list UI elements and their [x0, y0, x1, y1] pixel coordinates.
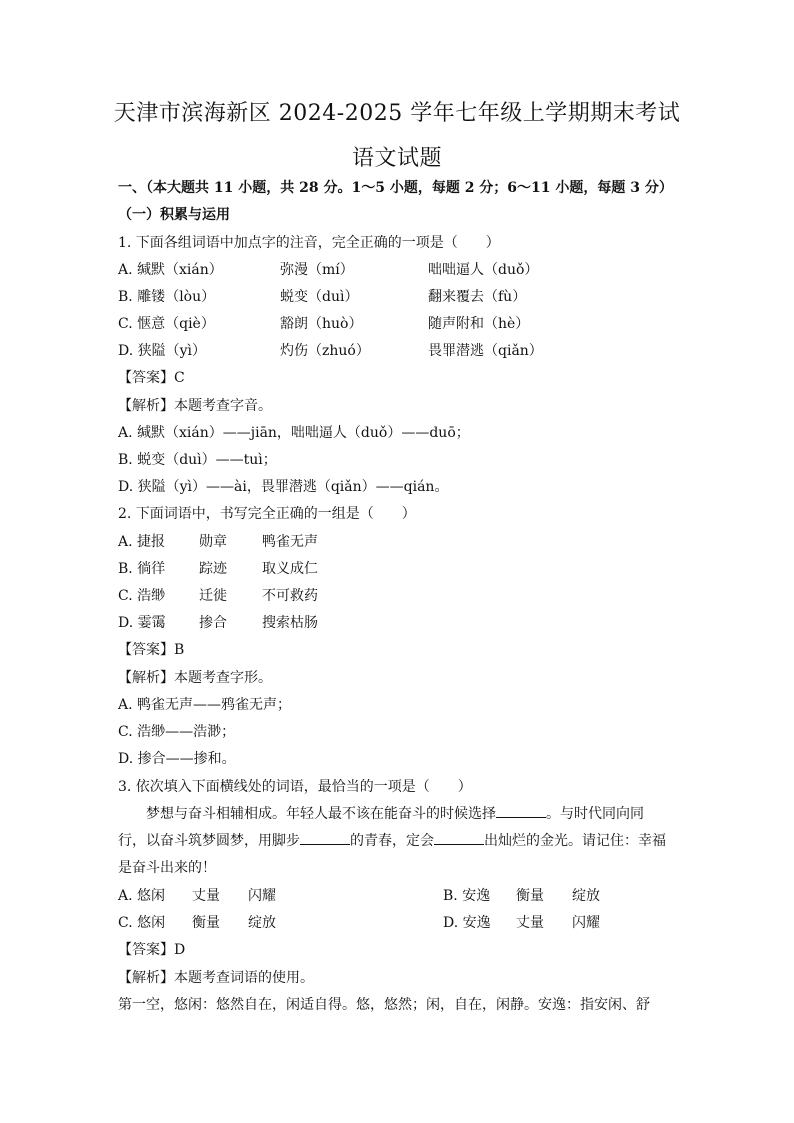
option-text: 闪耀 [248, 888, 276, 904]
question-2-stem: 2. 下面词语中，书写完全正确的一组是（ ） [118, 506, 416, 522]
option-text: 不可救药 [262, 588, 318, 604]
option-text: 搜索枯肠 [262, 615, 318, 631]
option-text: B. 徜徉 [118, 561, 166, 577]
option-text: C. 惬意（qiè） [118, 316, 215, 332]
option-text: A. 悠闲 [118, 888, 166, 904]
passage-text: 出灿烂的金光。请记住：幸福是奋斗出来的！ [118, 833, 666, 876]
option-text: C. 悠闲 [118, 915, 166, 931]
subsection-header: （一）积累与运用 [118, 207, 230, 223]
option-text: 随声附和（hè） [428, 316, 530, 332]
option-text: 蜕变（duì） [280, 289, 359, 305]
q1-analysis-line: 【解析】本题考查字音。 [118, 398, 272, 414]
option-text: D. 安逸 [443, 915, 491, 931]
q3-options-row-2 [0, 913, 794, 933]
q2-option-b [0, 559, 794, 579]
passage-text: 的青春，定会 [350, 833, 434, 849]
q1-option-b [0, 287, 794, 307]
document-subtitle: 语文试题 [351, 146, 442, 171]
option-text: 绽放 [248, 915, 276, 931]
option-text: D. 霎霭 [118, 615, 166, 631]
q2-option-d [0, 613, 794, 633]
q1-analysis-line: B. 蜕变（duì）——tuì； [118, 452, 277, 468]
q3-analysis-line: 第一空，悠闲：悠然自在，闲适自得。悠，悠然；闲，自在，闲静。安逸：指安闲、舒 [118, 997, 650, 1013]
option-text: 掺合 [199, 615, 227, 631]
q2-analysis-line: 【解析】本题考查字形。 [118, 670, 272, 686]
passage-text: 。与时代同向同行，以奋斗筑梦圆梦，用脚步 [118, 806, 644, 849]
option-text: 绽放 [572, 888, 600, 904]
q2-option-a [0, 532, 794, 552]
q1-answer: 【答案】C [118, 370, 185, 386]
q3-answer: 【答案】D [118, 942, 186, 958]
option-text: 衡量 [192, 915, 220, 931]
option-text: 丈量 [192, 888, 220, 904]
q1-analysis-line: A. 缄默（xián）——jiān，咄咄逼人（duǒ）——duō； [118, 425, 470, 441]
option-text: C. 浩缈 [118, 588, 166, 604]
fill-blank [434, 832, 484, 845]
option-text: A. 缄默（xián） [118, 262, 223, 278]
fill-blank [300, 832, 350, 845]
q2-analysis-line: C. 浩缈——浩渺； [118, 724, 236, 740]
q2-answer: 【答案】B [118, 642, 185, 658]
option-text: 弥漫（mí） [280, 262, 354, 278]
option-text: 灼伤（zhuó） [280, 343, 370, 359]
q3-analysis-line: 【解析】本题考查词语的使用。 [118, 970, 314, 986]
option-text: 豁朗（huò） [280, 316, 363, 332]
q3-passage [118, 801, 670, 882]
option-text: B. 雕镂（lòu） [118, 289, 216, 305]
question-3-stem: 3. 依次填入下面横线处的词语，最恰当的一项是（ ） [118, 779, 472, 795]
option-text: D. 狭隘（yì） [118, 343, 207, 359]
option-text: 勋章 [199, 534, 227, 550]
document-title: 天津市滨海新区 2024-2025 学年七年级上学期期末考试 [113, 101, 681, 126]
option-text: 鸭雀无声 [262, 534, 318, 550]
option-text: 踪迹 [199, 561, 227, 577]
option-text: 闪耀 [572, 915, 600, 931]
option-text: B. 安逸 [443, 888, 491, 904]
q1-option-a [0, 260, 794, 280]
question-1-stem: 1. 下面各组词语中加点字的注音，完全正确的一项是（ ） [118, 235, 500, 251]
option-text: 咄咄逼人（duǒ） [428, 262, 539, 278]
passage-text: 梦想与奋斗相辅相成。年轻人最不该在能奋斗的时候选择 [146, 806, 496, 822]
section-header: 一、（本大题共 11 小题，共 28 分。1～5 小题，每题 2 分；6～11 小题，每题 3 分） [118, 180, 673, 196]
q2-analysis-line: A. 鸭雀无声——鸦雀无声； [118, 697, 292, 713]
q1-option-c [0, 314, 794, 334]
fill-blank [496, 805, 546, 818]
q2-analysis-line: D. 掺合——掺和。 [118, 751, 236, 767]
option-text: 取义成仁 [262, 561, 318, 577]
option-text: 衡量 [516, 888, 544, 904]
q3-options-row-1 [0, 886, 794, 906]
q1-option-d [0, 341, 794, 361]
q2-option-c [0, 586, 794, 606]
option-text: 翻来覆去（fù） [428, 289, 527, 305]
option-text: 丈量 [516, 915, 544, 931]
q1-analysis-line: D. 狭隘（yì）——ài，畏罪潜逃（qiǎn）——qián。 [118, 479, 449, 495]
option-text: A. 捷报 [118, 534, 166, 550]
option-text: 迁徙 [199, 588, 227, 604]
option-text: 畏罪潜逃（qiǎn） [428, 343, 543, 359]
